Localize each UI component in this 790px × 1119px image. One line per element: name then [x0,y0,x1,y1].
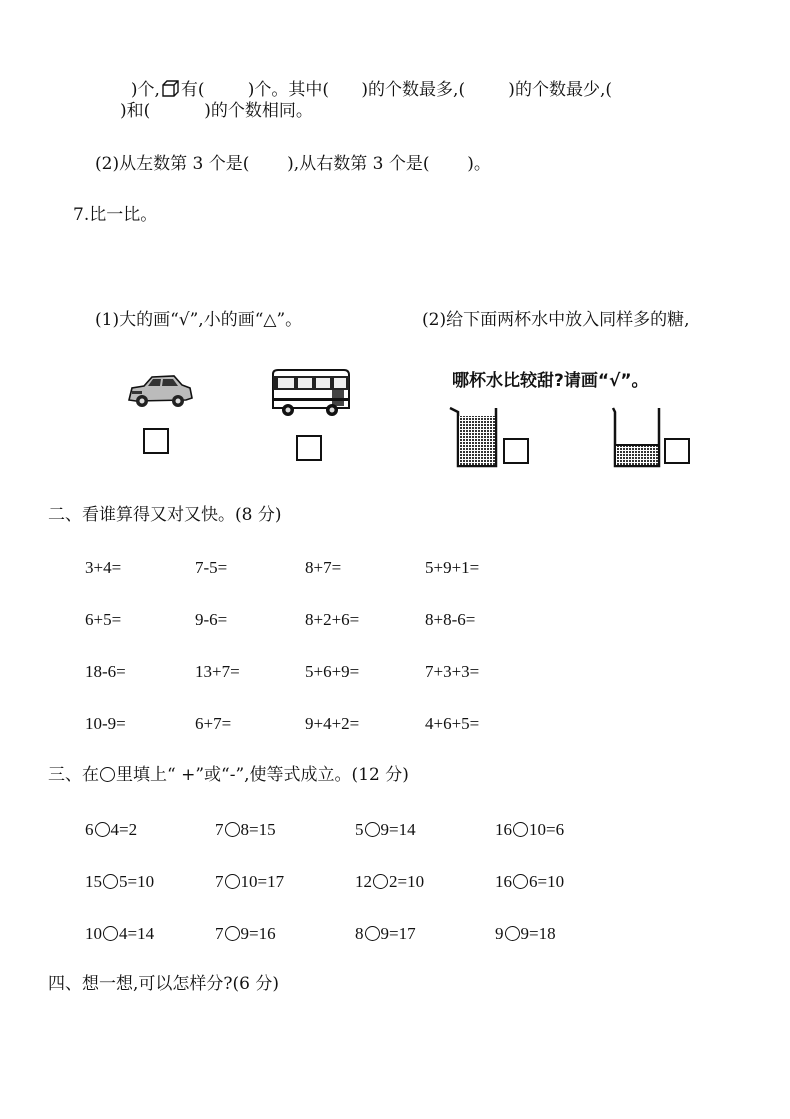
q7-title: 7.比一比。 [73,205,158,225]
circle-equation [215,924,276,944]
equation-left: 16 [495,820,512,839]
equation: 3+4= [85,558,122,577]
equation-left: 8 [355,924,364,943]
equation: 8+8-6= [425,610,476,629]
equation-left: 9 [495,924,504,943]
equation-right: 9=18 [520,924,556,943]
equation-left: 10 [85,924,102,943]
cup-less-answer-box[interactable] [664,438,690,464]
equation: 7+3+3= [425,662,480,681]
equation-left: 7 [215,924,224,943]
equation: 4+6+5= [425,714,480,733]
circle-equation [355,924,416,944]
equation-left: 12 [355,872,372,891]
circle-equation [85,872,154,892]
section4-title: 四、想一想,可以怎样分?(6 分) [48,974,280,994]
equation-left: 16 [495,872,512,891]
equation-left: 5 [355,820,364,839]
equation: 8+7= [305,558,342,577]
section3-title-a: 三、在 [48,765,99,785]
section3-title [48,767,409,784]
cup-less-icon [611,406,661,468]
equation-left: 7 [215,820,224,839]
equation-right: 2=10 [389,872,425,891]
equation: 9-6= [195,610,228,629]
fill-line-1-b: 有( )个。其中( )的个数最多,( )的个数最少,( [180,80,612,100]
circle-equation [355,820,416,840]
equation-right: 8=15 [240,820,276,839]
section3-title-b: 里填上“ +”或“-”,使等式成立。(12 分) [116,765,409,785]
equation: 7-5= [195,558,228,577]
circle-equation [495,820,564,840]
fill-line-2: )和( )的个数相同。 [120,101,313,121]
cup-full-answer-box[interactable] [503,438,529,464]
cube-icon [162,80,179,101]
circle-equation [85,924,154,944]
operator-circle[interactable] [95,822,110,837]
equation: 18-6= [85,662,126,681]
equation: 5+6+9= [305,662,360,681]
equation-left: 6 [85,820,94,839]
operator-circle[interactable] [513,874,528,889]
operator-circle[interactable] [513,822,528,837]
equation-right: 4=2 [110,820,138,839]
operator-circle[interactable] [225,822,240,837]
circle-equation [215,872,284,892]
equation: 8+2+6= [305,610,360,629]
equation-right: 6=10 [529,872,565,891]
equation-right: 4=14 [119,924,155,943]
circle-equation [215,820,276,840]
bus-answer-box[interactable] [296,435,322,461]
equation-right: 9=16 [240,924,276,943]
circle-equation [495,872,564,892]
equation-right: 9=14 [380,820,416,839]
equation-right: 10=17 [240,872,285,891]
equation: 9+4+2= [305,714,360,733]
circle-icon [100,767,115,782]
operator-circle[interactable] [225,926,240,941]
q7-sub2: (2)给下面两杯水中放入同样多的糖, [422,310,690,330]
operator-circle[interactable] [373,874,388,889]
equation: 6+5= [85,610,122,629]
operator-circle[interactable] [365,926,380,941]
equation-right: 5=10 [119,872,155,891]
bus-icon [270,368,352,418]
operator-circle[interactable] [365,822,380,837]
circle-equation [495,924,556,944]
q7-sub1: (1)大的画“√”,小的画“△”。 [95,310,303,330]
operator-circle[interactable] [225,874,240,889]
circle-equation [85,820,137,840]
equation: 10-9= [85,714,126,733]
equation-left: 7 [215,872,224,891]
car-icon [126,372,194,410]
fill-line-1-a: )个, [130,80,160,100]
operator-circle[interactable] [505,926,520,941]
fill-line-3: (2)从左数第 3 个是( ),从右数第 3 个是( )。 [95,154,491,174]
fill-line-1 [120,63,612,101]
operator-circle[interactable] [103,874,118,889]
q7-question: 哪杯水比较甜?请画“√”。 [452,371,649,391]
equation-right: 10=6 [529,820,565,839]
equation: 13+7= [195,662,240,681]
equation-right: 9=17 [380,924,416,943]
equation: 5+9+1= [425,558,480,577]
car-answer-box[interactable] [143,428,169,454]
circle-equation [355,872,424,892]
operator-circle[interactable] [103,926,118,941]
cup-full-icon [448,406,498,468]
equation-left: 15 [85,872,102,891]
equation: 6+7= [195,714,232,733]
section2-title: 二、看谁算得又对又快。(8 分) [48,505,282,525]
